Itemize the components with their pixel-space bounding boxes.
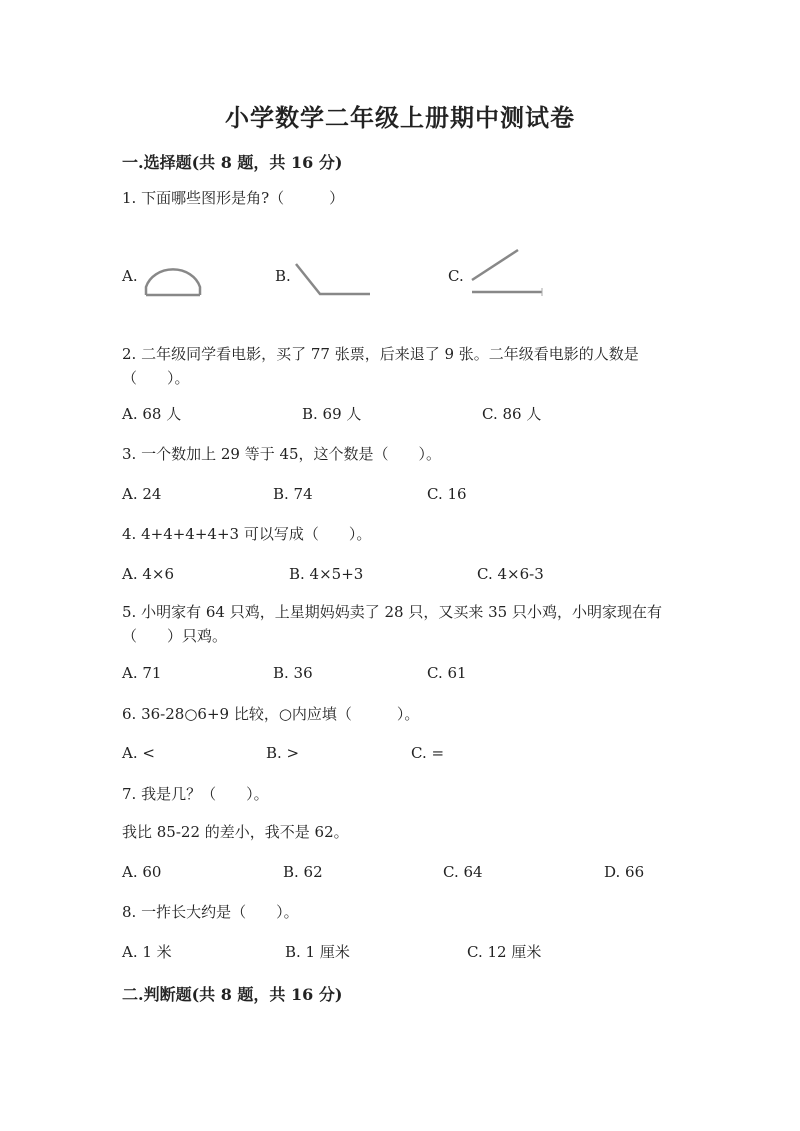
question-7-option-c: C. 64 — [443, 863, 483, 881]
option-a-arc-figure — [138, 255, 208, 303]
question-2-option-c: C. 86 人 — [482, 405, 542, 423]
question-3-option-a: A. 24 — [122, 485, 162, 503]
question-3-stem: 3. 一个数加上 29 等于 45，这个数是（ ）。 — [122, 445, 442, 463]
question-6-option-c: C. = — [411, 744, 445, 762]
question-5-stem-line2: （ ）只鸡。 — [122, 627, 228, 645]
question-2-option-b: B. 69 人 — [302, 405, 362, 423]
question-6-option-b: B. > — [266, 744, 300, 762]
question-8-option-c: C. 12 厘米 — [467, 943, 542, 961]
question-4-option-a: A. 4×6 — [122, 565, 175, 583]
question-7-stem-line2: 我比 85-22 的差小，我不是 62。 — [122, 823, 349, 841]
question-7-option-b: B. 62 — [283, 863, 323, 881]
question-2-stem-line1: 2. 二年级同学看电影，买了 77 张票，后来退了 9 张。二年级看电影的人数是 — [122, 345, 639, 363]
question-4-stem: 4. 4+4+4+4+3 可以写成（ ）。 — [122, 525, 372, 543]
option-b-bent-line-figure — [292, 258, 374, 302]
question-1-option-b-label: B. — [275, 267, 291, 285]
question-7-option-a: A. 60 — [122, 863, 162, 881]
question-4-option-b: B. 4×5+3 — [289, 565, 364, 583]
question-8-option-b: B. 1 厘米 — [285, 943, 350, 961]
question-5-option-c: C. 61 — [427, 664, 467, 682]
option-c-angle-figure — [466, 244, 548, 300]
question-7-stem-line1: 7. 我是几？（ ）。 — [122, 785, 269, 803]
question-3-option-b: B. 74 — [273, 485, 313, 503]
question-1-stem: 1. 下面哪些图形是角?（ ） — [122, 189, 345, 207]
question-1-option-c-label: C. — [448, 267, 464, 285]
question-2-option-a: A. 68 人 — [122, 405, 182, 423]
question-4-option-c: C. 4×6-3 — [477, 565, 544, 583]
section-heading-true-false: 二.判断题(共 8 题，共 16 分) — [122, 985, 343, 1004]
question-3-option-c: C. 16 — [427, 485, 467, 503]
question-2-stem-line2: （ ）。 — [122, 369, 190, 387]
question-6-stem: 6. 36-28○6+9 比较，○内应填（ ）。 — [122, 705, 420, 723]
question-8-stem: 8. 一拃长大约是（ ）。 — [122, 903, 299, 921]
question-5-option-a: A. 71 — [122, 664, 162, 682]
question-6-option-a: A. < — [122, 744, 155, 762]
question-7-option-d: D. 66 — [604, 863, 645, 881]
section-heading-multiple-choice: 一.选择题(共 8 题，共 16 分) — [122, 153, 343, 172]
page-title: 小学数学二年级上册期中测试卷 — [225, 103, 575, 132]
question-5-stem-line1: 5. 小明家有 64 只鸡，上星期妈妈卖了 28 只，又买来 35 只小鸡，小明家现在有 — [122, 603, 662, 621]
question-8-option-a: A. 1 米 — [122, 943, 172, 961]
question-5-option-b: B. 36 — [273, 664, 313, 682]
question-1-option-a-label: A. — [122, 267, 138, 285]
